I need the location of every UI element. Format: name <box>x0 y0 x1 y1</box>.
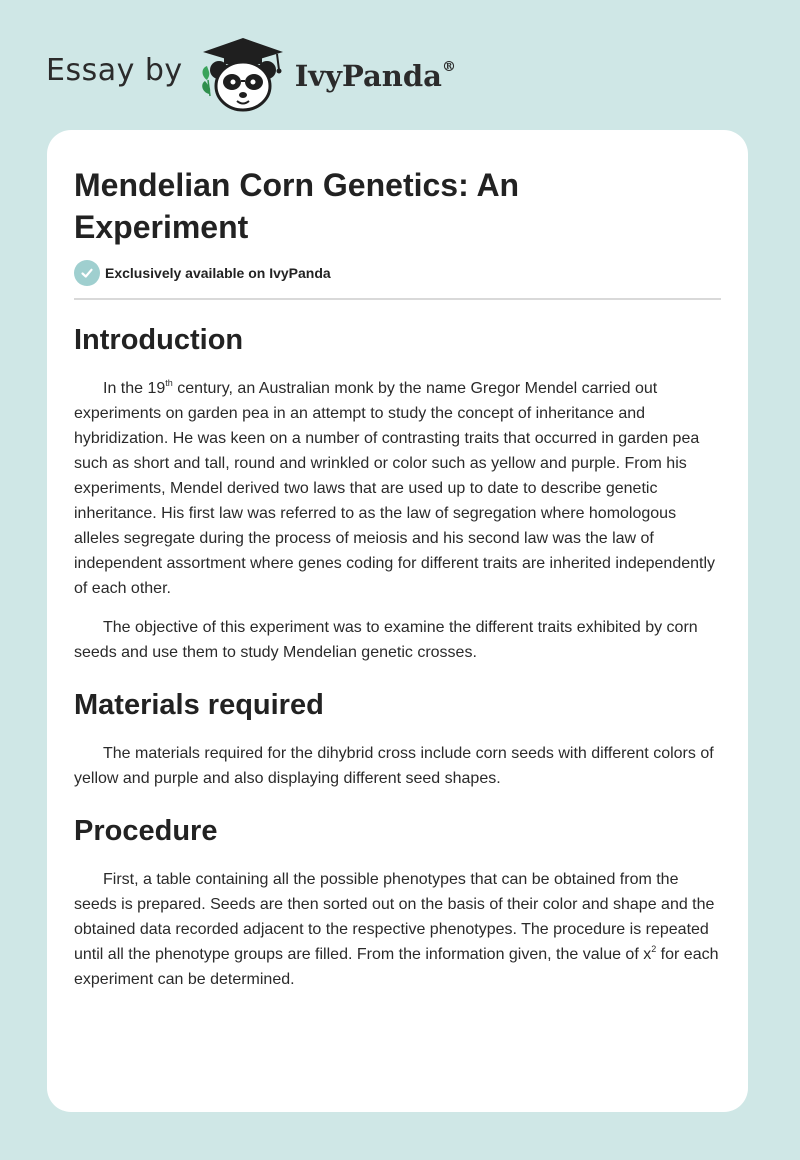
paragraph-procedure-1 <box>74 867 721 992</box>
brand-name <box>295 59 456 93</box>
essay-card <box>47 130 748 1112</box>
text-run: for each experiment can be determined. <box>74 946 719 988</box>
superscript: 2 <box>651 943 657 954</box>
paragraph-introduction-1 <box>74 376 721 601</box>
section-heading-introduction: Introduction <box>74 324 244 356</box>
check-circle-icon <box>74 260 100 286</box>
paragraph-materials-1: The materials required for the dihybrid cross include corn seeds with different colors of yellow and purple and also displaying different seed shapes. <box>74 745 714 787</box>
text-run: In the 19 <box>103 380 166 397</box>
text-run: century, an Australian monk by the name Gregor Mendel carried out experiments on garden pea in an attempt to study the concept of inheritance and hybridization. He was keen on a number of contrasting traits that occurred in garden pea such as short and tall, round and wrinkled or color such as yellow and purple. From his experiments, Mendel derived two laws that are used up to date to describe genetic inheritance. His first law was referred to as the law of segregation where homologous alleles segregate during the process of meiosis and his second law was the law of independent assortment where genes coding for different traits are inherited independently of each other. <box>74 380 716 597</box>
site-header-logo[interactable] <box>46 34 456 114</box>
section-heading-materials: Materials required <box>74 689 324 721</box>
essay-title: Mendelian Corn Genetics: An Experiment <box>74 167 520 245</box>
section-heading-procedure: Procedure <box>74 815 218 847</box>
brand-name-text: IvyPanda <box>294 59 442 93</box>
essay-by-label: Essay by <box>46 52 183 88</box>
registered-mark: ® <box>441 59 456 76</box>
paragraph-introduction-2: The objective of this experiment was to examine the different traits exhibited by corn seeds and use them to study Mendelian genetic crosses. <box>74 619 698 661</box>
exclusive-badge <box>74 260 721 300</box>
panda-logo-icon <box>197 34 289 114</box>
exclusive-label: Exclusively available on IvyPanda <box>105 265 331 281</box>
text-run: First, a table containing all the possible phenotypes that can be obtained from the seeds is prepared. Seeds are then sorted out on the basis of their color and shape and the obtained data recorded adjacent to the respective phenotypes. The procedure is repeated until all the phenotype groups are filled. From the information given, the value of x <box>74 871 715 963</box>
superscript: th <box>165 377 173 388</box>
